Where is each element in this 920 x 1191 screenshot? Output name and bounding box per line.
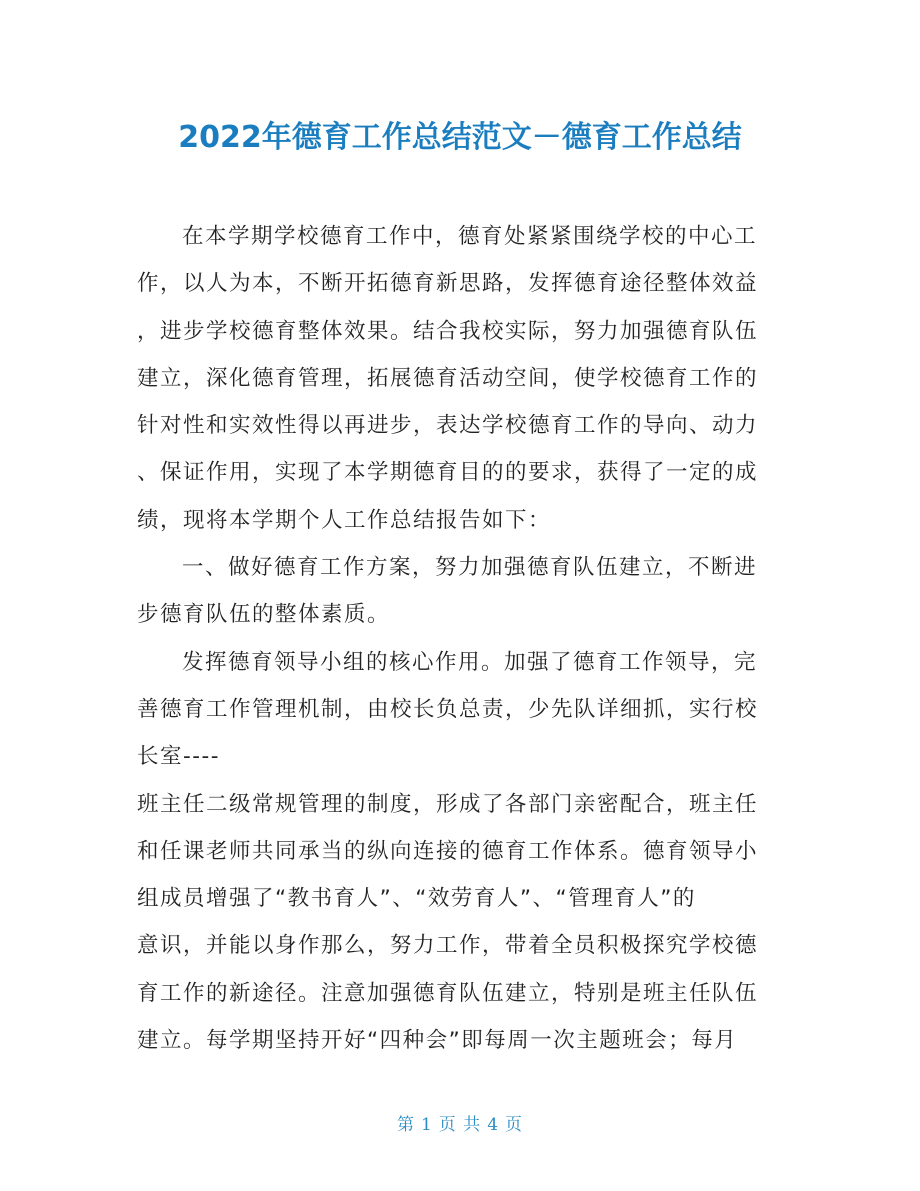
document-title: 2022年德育工作总结范文－德育工作总结 [178,120,742,155]
paragraph-line: 、保证作用，实现了本学期德育目的的要求，获得了一定的成 [137,460,759,486]
paragraph-line: 善德育工作管理机制，由校长负总责，少先队详细抓，实行校 [137,696,759,722]
paragraph-line: 育工作的新途径。注意加强德育队伍建立，特别是班主任队伍 [137,980,759,1006]
paragraph-line: 和任课老师共同承当的纵向连接的德育工作体系。德育领导小 [137,838,759,864]
footer-prefix: 第 [396,1115,415,1135]
paragraph-line: 在本学期学校德育工作中，德育处紧紧围绕学校的中心工 [182,224,758,249]
paragraph-line: 长室---- [137,744,221,770]
footer-suffix: 页 [505,1115,524,1135]
paragraph-line: 意识，并能以身作那么，努力工作，带着全员积极探究学校德 [137,933,759,959]
page-footer [0,1112,920,1138]
current-page-number: 1 [420,1115,433,1135]
footer-middle: 页 共 [438,1115,482,1135]
paragraph-line: 针对性和实效性得以再进步，表达学校德育工作的导向、动力 [137,413,759,439]
section-heading-line: 步德育队伍的整体素质。 [137,602,391,628]
paragraph-line: 班主任二级常规管理的制度，形成了各部门亲密配合，班主任 [137,791,759,817]
document-body [137,213,787,1064]
paragraph-line: 建立，深化德育管理，拓展德育活动空间，使学校德育工作的 [137,365,759,391]
section-heading-line: 一、做好德育工作方案，努力加强德育队伍建立，不断进 [182,555,758,581]
paragraph-line: 建立。每学期坚持开好“四种会”即每周一次主题班会；每月 [137,1028,738,1054]
paragraph-line: 组成员增强了“教书育人”、“效劳育人”、“管理育人”的 [137,886,696,912]
paragraph-line: ，进步学校德育整体效果。结合我校实际，努力加强德育队伍 [137,318,759,344]
paragraph-line: 作，以人为本，不断开拓德育新思路，发挥德育途径整体效益 [137,271,759,297]
total-page-count: 4 [487,1115,500,1135]
paragraph-line: 发挥德育领导小组的核心作用。加强了德育工作领导，完 [182,649,758,675]
paragraph-line: 绩，现将本学期个人工作总结报告如下： [137,507,552,533]
